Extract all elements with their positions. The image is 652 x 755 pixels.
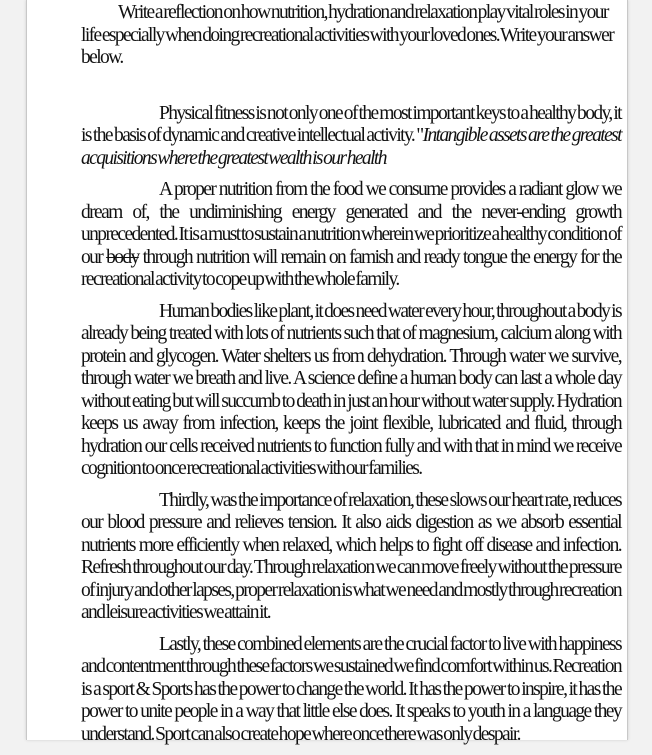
essay-prompt: Write a reflection on how nutrition, hydration and relaxation play vital roles in your life especially when doing recreational activities with your loved ones. Write your answer below. (81, 2, 614, 68)
paragraph-text: A proper nutrition from the food we consume provides a radiant glow we dream of, the undiminishing energy generated and the never-ending growth unprecedented. It is a must to sustain a nutrition wherein we prioritize a healthy condition of our (81, 179, 621, 268)
paragraph-text: Physical fitness is not only one of the most important keys to a healthy body, it is the basis of dynamic and creative intellectual activity. " (81, 102, 621, 146)
quote-text: Intangible assets are the greatest acquisitions where the greatest wealth is our health (81, 125, 621, 169)
paragraph-text-end: through nutrition will remain on famish and ready tongue the energy for the recreational activity to cope up with the whole family. (81, 246, 622, 290)
document-body (81, 2, 621, 755)
paragraph-relaxation: Thirdly, was the importance of relaxation, these slows our heart rate, reduces our blood pressure and relieves tension. It also aids digestion as we absorb essential nutrients more efficiently when relaxed, which helps to fight off disease and infection. Refresh throughout our day. Through relaxation we can move freely without the pressure of injury and other lapses, proper relaxation is what we need and mostly through recreation and leisure activities we attain it. (81, 489, 621, 623)
paragraph-hydration: Human bodies like plant, it does need water every hour, throughout a body is already being treated with lots of nutrients such that of magnesium, calcium along with protein and glycogen. Water shelters us from dehydration. Through water we survive, through water we breath and live. A science define a human body can last a whole day without eating but will succumb to death in just an hour without water supply. Hydration keeps us away from infection, keeps the joint flexible, lubricated and fluid, through hydration our cells received nutrients to function fully and with that in mind we receive cognition to once recreational activities with our families. (81, 300, 621, 479)
paragraph-physical-fitness (81, 103, 621, 171)
paragraph-nutrition (81, 179, 621, 292)
struck-word: body (106, 246, 139, 268)
document-page (26, 0, 628, 745)
paragraph-conclusion: Lastly, these combined elements are the crucial factor to live with happiness and contentment through these factors we sustained we find comfort within us. Recreation is a sport & Sports has the power to change the world. It has the power to inspire, it has the power to unite people in a way that little else does. It speaks to youth in a language they understand. Sport can also create hope where once there was only despair. (81, 633, 621, 745)
